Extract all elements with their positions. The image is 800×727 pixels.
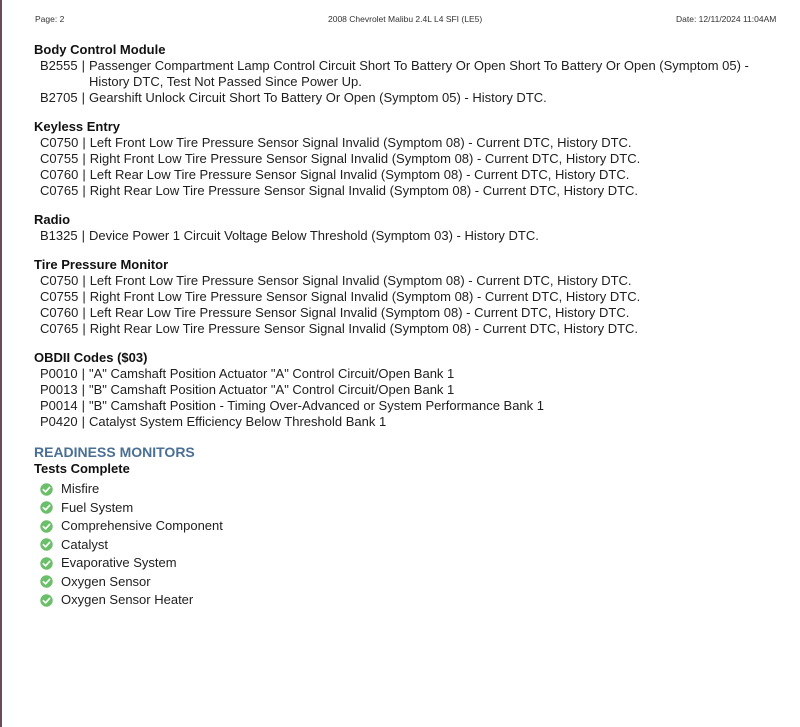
dtc-row	[34, 135, 784, 151]
dtc-description: Right Front Low Tire Pressure Sensor Signal Invalid (Symptom 08) - Current DTC, History DTC.	[89, 151, 641, 166]
dtc-row	[34, 305, 784, 321]
dtc-description: Gearshift Unlock Circuit Short To Battery Or Open (Symptom 05) - History DTC.	[88, 90, 547, 105]
code-separator: |	[82, 167, 86, 182]
dtc-row	[34, 321, 784, 337]
monitor-item	[34, 573, 784, 592]
dtc-description: Right Rear Low Tire Pressure Sensor Signal Invalid (Symptom 08) - Current DTC, History DTC.	[89, 321, 639, 336]
monitor-item	[34, 517, 784, 536]
check-circle-icon	[40, 520, 53, 533]
monitor-item	[34, 499, 784, 518]
check-circle-icon	[40, 501, 53, 514]
section-title: Tire Pressure Monitor	[34, 257, 169, 272]
code-separator: |	[81, 398, 85, 413]
section-title: Body Control Module	[34, 42, 166, 57]
readiness-section	[34, 444, 784, 610]
monitor-item	[34, 591, 784, 610]
dtc-code: P0013	[40, 382, 78, 397]
report-date: Date: 12/11/2024 11:04AM	[676, 14, 777, 24]
page-header	[0, 14, 800, 28]
dtc-code: P0420	[40, 414, 78, 429]
readiness-title: READINESS MONITORS	[34, 444, 195, 460]
code-separator: |	[81, 382, 85, 397]
dtc-row	[34, 90, 784, 106]
tests-complete-heading: Tests Complete	[34, 461, 130, 476]
check-circle-icon	[40, 594, 53, 607]
dtc-code: B1325	[40, 228, 78, 243]
dtc-description: "B" Camshaft Position Actuator "A" Control Circuit/Open Bank 1	[88, 382, 455, 397]
dtc-row	[34, 228, 784, 244]
monitor-label: Fuel System	[61, 499, 134, 515]
dtc-row	[34, 58, 784, 90]
vehicle-title: 2008 Chevrolet Malibu 2.4L L4 SFI (LE5)	[328, 14, 483, 24]
dtc-description: Left Front Low Tire Pressure Sensor Signal Invalid (Symptom 08) - Current DTC, History DTC.	[89, 135, 632, 150]
code-separator: |	[82, 151, 86, 166]
dtc-section	[34, 257, 784, 337]
monitor-label: Comprehensive Component	[61, 518, 223, 533]
monitor-label: Oxygen Sensor	[61, 573, 151, 589]
dtc-row	[34, 273, 784, 289]
dtc-code: C0765	[40, 183, 79, 198]
dtc-row	[34, 151, 784, 167]
section-title: Radio	[34, 212, 71, 227]
check-circle-icon	[40, 538, 53, 551]
dtc-section	[34, 212, 784, 244]
dtc-code: B2705	[40, 90, 78, 105]
dtc-code: C0755	[40, 151, 79, 166]
dtc-section	[34, 119, 784, 199]
dtc-sections	[34, 42, 784, 430]
monitor-item	[34, 554, 784, 573]
code-separator: |	[81, 58, 85, 73]
dtc-description: Left Rear Low Tire Pressure Sensor Signal Invalid (Symptom 08) - Current DTC, History DTC.	[89, 305, 630, 320]
code-separator: |	[82, 305, 86, 320]
monitor-label: Oxygen Sensor Heater	[61, 592, 194, 607]
dtc-description: Right Rear Low Tire Pressure Sensor Signal Invalid (Symptom 08) - Current DTC, History DTC.	[89, 183, 639, 198]
check-circle-icon	[40, 575, 53, 588]
dtc-code: C0750	[40, 135, 79, 150]
dtc-row	[34, 183, 784, 199]
report-body	[34, 42, 784, 610]
dtc-section	[34, 350, 784, 430]
dtc-code: B2555	[40, 58, 78, 73]
code-separator: |	[81, 366, 85, 381]
dtc-description: "A" Camshaft Position Actuator "A" Control Circuit/Open Bank 1	[88, 366, 455, 381]
dtc-code: C0760	[40, 167, 79, 182]
dtc-row	[34, 414, 784, 430]
dtc-description: Right Front Low Tire Pressure Sensor Signal Invalid (Symptom 08) - Current DTC, History DTC.	[89, 289, 641, 304]
dtc-row	[34, 289, 784, 305]
monitor-item	[34, 536, 784, 555]
dtc-description: Left Front Low Tire Pressure Sensor Signal Invalid (Symptom 08) - Current DTC, History DTC.	[89, 273, 632, 288]
code-separator: |	[82, 289, 86, 304]
dtc-description: Left Rear Low Tire Pressure Sensor Signal Invalid (Symptom 08) - Current DTC, History DTC.	[89, 167, 630, 182]
page-number: Page: 2	[35, 14, 65, 24]
dtc-row	[34, 167, 784, 183]
code-separator: |	[82, 135, 86, 150]
code-separator: |	[82, 183, 86, 198]
dtc-section	[34, 42, 784, 106]
check-circle-icon	[40, 557, 53, 570]
dtc-description: "B" Camshaft Position - Timing Over-Advanced or System Performance Bank 1	[88, 398, 545, 413]
monitor-list	[34, 480, 784, 610]
dtc-description: Catalyst System Efficiency Below Threshold Bank 1	[88, 414, 387, 429]
dtc-description: Passenger Compartment Lamp Control Circuit Short To Battery Or Open Short To Battery Or Open (Symptom 05) - History DTC, Test Not Passed Since Power Up.	[88, 58, 749, 89]
dtc-description: Device Power 1 Circuit Voltage Below Threshold (Symptom 03) - History DTC.	[88, 228, 539, 243]
dtc-code: C0765	[40, 321, 79, 336]
monitor-label: Misfire	[61, 481, 100, 496]
dtc-row	[34, 366, 784, 382]
section-title: Keyless Entry	[34, 119, 120, 134]
code-separator: |	[81, 414, 85, 429]
dtc-code: P0014	[40, 398, 78, 413]
page-left-border	[0, 0, 2, 727]
dtc-code: C0760	[40, 305, 79, 320]
dtc-code: C0750	[40, 273, 79, 288]
monitor-item	[34, 480, 784, 499]
code-separator: |	[81, 228, 85, 243]
monitor-label: Catalyst	[61, 536, 108, 552]
dtc-row	[34, 382, 784, 398]
code-separator: |	[81, 90, 85, 105]
check-circle-icon	[40, 483, 53, 496]
monitor-label: Evaporative System	[61, 555, 177, 570]
dtc-code: P0010	[40, 366, 78, 381]
dtc-code: C0755	[40, 289, 79, 304]
section-title: OBDII Codes ($03)	[34, 350, 148, 365]
dtc-row	[34, 398, 784, 414]
code-separator: |	[82, 273, 86, 288]
code-separator: |	[82, 321, 86, 336]
